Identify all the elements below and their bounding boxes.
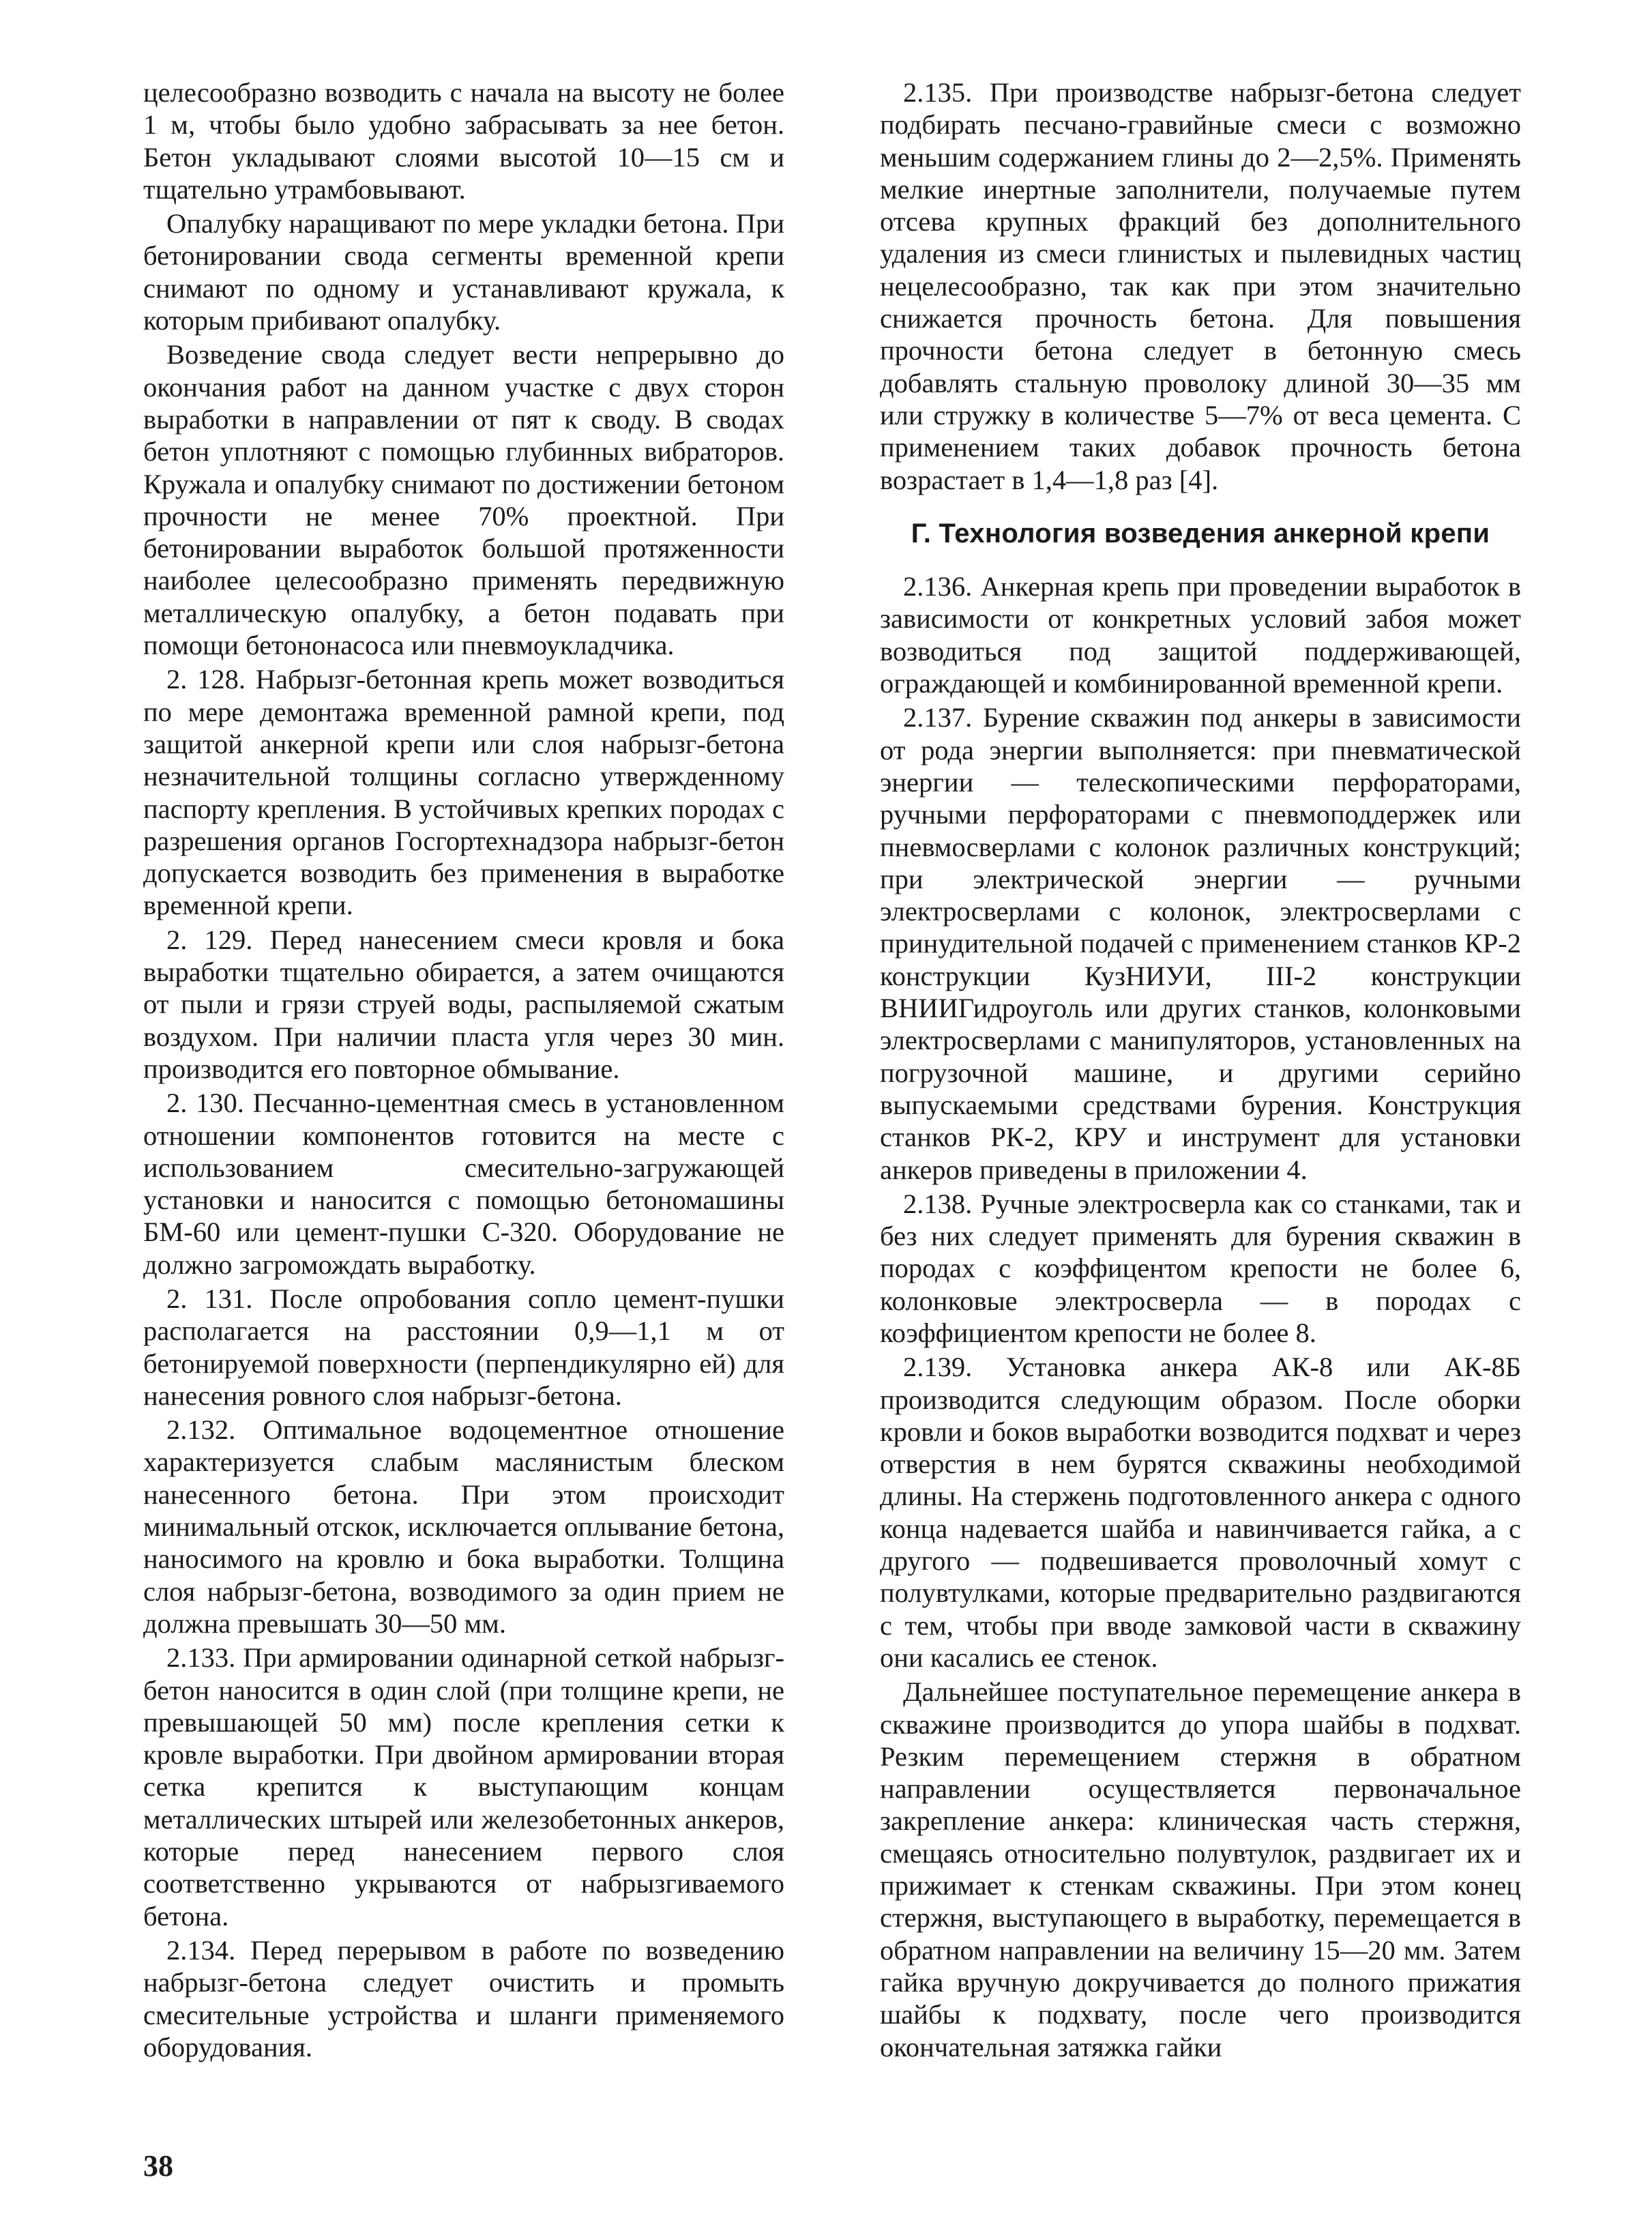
paragraph-2-132: 2.132. Оптимальное водоцементное отношение характеризуется слабым маслянистым блеском нанесенного бетона. При этом происходит минимальный отскок, исключается оплывание бетона, наносимого на кровлю и бока выработки. Толщина слоя набрызг-бетона, возводимого за один прием не должна превышать 30—50 мм.	[143, 1414, 784, 1639]
paragraph: Возведение свода следует вести непрерывно до окончания работ на данном участке с двух сторон выработки в направлении от пят к своду. В сводах бетон уплотняют с помощью глубинных вибраторов. Кружала и опалубку снимают по достижении бетоном прочности не менее 70% проектной. При бетонировании выработок большой протяженности наиболее целесообразно применять передвижную металлическую опалубку, а бетон подавать при помощи бетононасоса или пневмоукладчика.	[143, 339, 784, 661]
paragraph-2-135: 2.135. При производстве набрызг-бетона следует подбирать песчано-гравийные смеси с возможно меньшим содержанием глины до 2—2,5%. Применять мелкие инертные заполнители, получаемые путем отсева крупных фракций без дополнительного удаления из смеси глинистых и пылевидных частиц нецелесообразно, так как при этом значительно снижается прочность бетона. Для повышения прочности бетона следует в бетонную смесь добавлять стальную проволоку длиной 30—35 мм или стружку в количестве 5—7% от веса цемента. С применением таких добавок прочность бетона возрастает в 1,4—1,8 раз [4].	[880, 77, 1521, 495]
paragraph-2-138: 2.138. Ручные электросверла как со станками, так и без них следует применять для бурения скважин в породах с коэффицентом крепости не более 6, колонковые электросверла — в породах с коэффициентом крепости не более 8.	[880, 1188, 1521, 1348]
paragraph-2-137: 2.137. Бурение скважин под анкеры в зависимости от рода энергии выполняется: при пневматической энергии — телескопическими перфораторами, ручными перфораторами с пневмоподдержек или пневмосверлами с колонок различных конструкций; при электрической энергии — ручными электросверлами с колонок, электросверлами с принудительной подачей с применением станков КР-2 конструкции КузНИУИ, III-2 конструкции ВНИИГидроуголь или других станков, колонковыми электросверлами с манипуляторов, установленных на погрузочной машине, и другими серийно выпускаемыми средствами бурения. Конструкция станков РК-2, КРУ и инструмент для установки анкеров приведены в приложении 4.	[880, 702, 1521, 1185]
paragraph-2-134: 2.134. Перед перерывом в работе по возведению набрызг-бетона следует очистить и промыть смесительные устройства и шланги применяемого оборудования.	[143, 1934, 784, 2062]
paragraph: целесообразно возводить с начала на высоту не более 1 м, чтобы было удобно забрасывать за нее бетон. Бетон укладывают слоями высотой 10—15 см и тщательно утрамбовывают.	[143, 77, 784, 205]
page-number: 38	[143, 2149, 173, 2183]
paragraph-2-133: 2.133. При армировании одинарной сеткой набрызг-бетон наносится в один слой (при толщине крепи, не превышающей 50 мм) после крепления сетки к кровле выработки. При двойном армировании вторая сетка крепится к выступающим концам металлических штырей или железобетонных анкеров, которые перед нанесением первого слоя соответственно укрываются от набрызгиваемого бетона.	[143, 1642, 784, 1931]
paragraph: Дальнейшее поступательное перемещение анкера в скважине производится до упора шайбы в подхват. Резким перемещением стержня в обратном направлении осуществляется первоначальное закрепление анкера: клиническая часть стержня, смещаясь относительно полувтулок, раздвигает их и прижимает к стенкам скважины. При этом конец стержня, выступающего в выработку, перемещается в обратном направлении на величину 15—20 мм. Затем гайка вручную докручивается до полного прижатия шайбы к подхвату, после чего производится окончательная затяжка гайки	[880, 1676, 1521, 2062]
paragraph-2-139: 2.139. Установка анкера АК-8 или АК-8Б производится следующим образом. После оборки кровли и боков выработки возводится подхват и через отверстия в нем бурятся скважины необходимой длины. На стержень подготовленного анкера с одного конца надевается шайба и навинчивается гайка, а с другого — подвешивается проволочный хомут с полувтулками, которые предварительно раздвигаются с тем, чтобы при вводе замковой части в скважину они касались ее стенок.	[880, 1352, 1521, 1673]
paragraph-2-129: 2. 129. Перед нанесением смеси кровля и бока выработки тщательно обирается, а затем очищаются от пыли и грязи струей воды, распыляемой сжатым воздухом. При наличии пласта угля через 30 мин. производится его повторное обмывание.	[143, 924, 784, 1084]
paragraph-2-128: 2. 128. Набрызг-бетонная крепь может возводиться по мере демонтажа временной рамной крепи, под защитой анкерной крепи или слоя набрызг-бетона незначительной толщины согласно утвержденному паспорту крепления. В устойчивых крепких породах с разрешения органов Госгортехнадзора набрызг-бетон допускается возводить без применения в выработке временной крепи.	[143, 664, 784, 921]
paragraph: Опалубку наращивают по мере укладки бетона. При бетонировании свода сегменты временной крепи снимают по одному и устанавливают кружала, к которым прибивают опалубку.	[143, 208, 784, 336]
paragraph-2-130: 2. 130. Песчанно-цементная смесь в установленном отношении компонентов готовится на месте с использованием смесительно-загружающей установки и наносится с помощью бетономашины БМ-60 или цемент-пушки С-320. Оборудование не должно загромождать выработку.	[143, 1088, 784, 1280]
paragraph-2-136: 2.136. Анкерная крепь при проведении выработок в зависимости от конкретных условий забоя может возводиться под защитой поддерживающей, ограждающей и комбинированной временной крепи.	[880, 571, 1521, 699]
section-heading: Г. Технология возведения анкерной крепи	[911, 518, 1490, 549]
left-column	[143, 76, 784, 2065]
right-column	[880, 76, 1521, 2065]
paragraph-2-131: 2. 131. После опробования сопло цемент-пушки располагается на расстоянии 0,9—1,1 м от бетонируемой поверхности (перпендикулярно ей) для нанесения ровного слоя набрызг-бетона.	[143, 1283, 784, 1411]
